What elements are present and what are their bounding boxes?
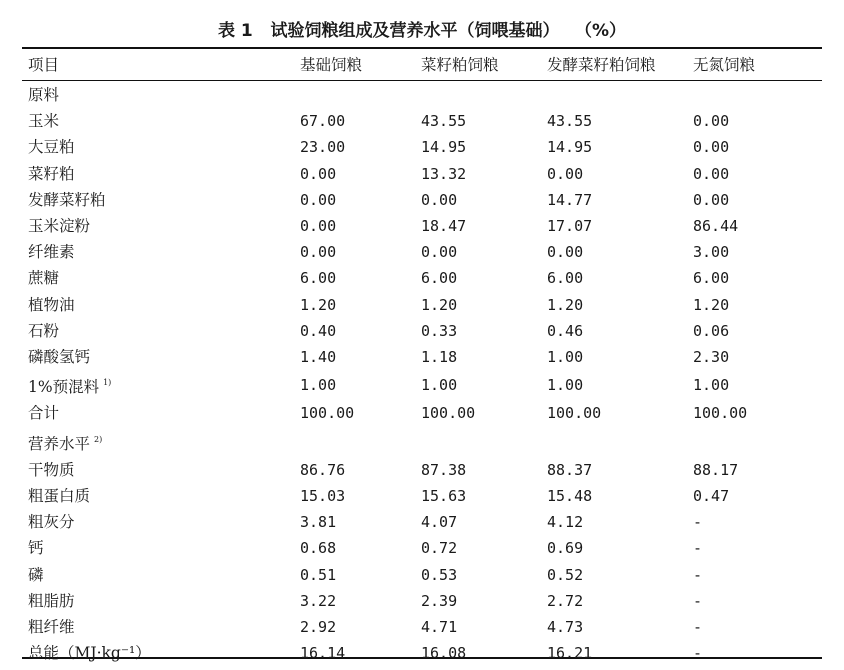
row-label: 营养水平: [28, 434, 91, 453]
row-label: 植物油: [28, 295, 75, 314]
value-cell: 3.81: [300, 513, 337, 532]
value-cell: 0.00: [693, 190, 730, 209]
value-cell: 3.22: [300, 591, 337, 610]
value-cell: [300, 427, 421, 457]
table-row: [22, 457, 822, 483]
value-cell: 2.39: [421, 591, 458, 610]
value-cell: 1.20: [693, 295, 730, 314]
table-row: [22, 562, 822, 588]
row-label-cell: [22, 483, 300, 509]
value-cell: [693, 427, 822, 457]
row-label: 玉米: [28, 112, 60, 131]
footnote-marker: 1): [103, 378, 112, 388]
value-cell: 87.38: [421, 460, 467, 479]
row-label: 总能（MJ·kg⁻¹）: [28, 644, 151, 663]
value-cell: 1.00: [693, 376, 730, 395]
value-cell: 0.00: [693, 138, 730, 157]
value-cell: -: [693, 565, 703, 584]
row-label-cell: [22, 239, 300, 265]
value-cell: 100.00: [421, 404, 476, 423]
row-label-cell: [22, 535, 300, 561]
row-label: 原料: [28, 86, 60, 104]
value-cell: 15.03: [300, 487, 346, 506]
value-cell: 0.33: [421, 321, 458, 340]
row-label-cell: [22, 457, 300, 483]
feed-composition-table: [22, 52, 822, 666]
value-cell: 43.55: [547, 112, 593, 131]
value-cell: 4.07: [421, 513, 458, 532]
row-label: 大豆粕: [28, 138, 75, 157]
row-label: 磷酸氢钙: [28, 348, 91, 367]
value-cell: 0.00: [547, 164, 584, 183]
value-cell: -: [693, 539, 703, 558]
table-row: [22, 370, 822, 400]
row-label-cell: [22, 292, 300, 318]
row-label-cell: [22, 265, 300, 291]
table-row: [22, 187, 822, 213]
value-cell: 14.95: [421, 138, 467, 157]
value-cell: 0.00: [693, 164, 730, 183]
value-cell: 16.21: [547, 644, 593, 663]
value-cell: [421, 78, 547, 108]
value-cell: 86.44: [693, 217, 739, 236]
row-label-cell: [22, 108, 300, 134]
value-cell: 0.00: [547, 243, 584, 262]
value-cell: 1.20: [421, 295, 458, 314]
value-cell: 14.95: [547, 138, 593, 157]
row-label: 发酵菜籽粕: [28, 190, 106, 209]
value-cell: 1.18: [421, 348, 458, 367]
table-title-unit: （%）: [583, 21, 627, 41]
row-label-cell: [22, 370, 300, 400]
value-cell: 6.00: [547, 269, 584, 288]
value-cell: 6.00: [300, 269, 337, 288]
value-cell: 6.00: [421, 269, 458, 288]
value-cell: 2.72: [547, 591, 584, 610]
row-label: 石粉: [28, 321, 60, 340]
table-row: [22, 614, 822, 640]
value-cell: [547, 78, 693, 108]
value-cell: 17.07: [547, 217, 593, 236]
value-cell: 67.00: [300, 112, 346, 131]
value-cell: -: [693, 618, 703, 637]
row-label-cell: [22, 588, 300, 614]
value-cell: [693, 78, 822, 108]
value-cell: 0.52: [547, 565, 584, 584]
row-label: 1%预混料: [28, 378, 100, 397]
table-row: [22, 535, 822, 561]
value-cell: 0.00: [421, 190, 458, 209]
column-header-nitrogen-free-diet: 无氮饲粮: [693, 56, 756, 74]
column-header-item: 项目: [28, 56, 60, 74]
value-cell: 0.06: [693, 321, 730, 340]
value-cell: 0.00: [300, 217, 337, 236]
column-header-rapeseed-meal-diet: 菜籽粕饲粮: [421, 56, 499, 74]
value-cell: 4.12: [547, 513, 584, 532]
value-cell: 0.68: [300, 539, 337, 558]
header-row: [22, 52, 822, 78]
value-cell: 0.00: [300, 190, 337, 209]
row-label: 干物质: [28, 460, 75, 479]
value-cell: 2.30: [693, 348, 730, 367]
value-cell: 18.47: [421, 217, 467, 236]
row-label-cell: [22, 134, 300, 160]
value-cell: 0.40: [300, 321, 337, 340]
value-cell: 0.69: [547, 539, 584, 558]
value-cell: -: [693, 591, 703, 610]
value-cell: 1.00: [421, 376, 458, 395]
value-cell: 0.00: [300, 243, 337, 262]
value-cell: 1.20: [547, 295, 584, 314]
table-row: [22, 78, 822, 108]
column-header-basal-diet: 基础饲粮: [300, 56, 363, 74]
row-label-cell: [22, 427, 300, 457]
row-label: 菜籽粕: [28, 164, 75, 183]
value-cell: 1.00: [300, 376, 337, 395]
value-cell: [300, 78, 421, 108]
row-label: 玉米淀粉: [28, 217, 91, 236]
table-row: [22, 400, 822, 426]
value-cell: 16.14: [300, 644, 346, 663]
table-row: [22, 344, 822, 370]
value-cell: 1.00: [547, 376, 584, 395]
value-cell: 2.92: [300, 618, 337, 637]
column-header-fermented-rapeseed-meal-diet: 发酵菜籽粕饲粮: [547, 56, 656, 74]
row-label-cell: [22, 344, 300, 370]
value-cell: 86.76: [300, 460, 346, 479]
value-cell: [421, 427, 547, 457]
value-cell: 0.46: [547, 321, 584, 340]
top-rule: [22, 47, 822, 49]
row-label-cell: [22, 318, 300, 344]
value-cell: 43.55: [421, 112, 467, 131]
value-cell: 1.20: [300, 295, 337, 314]
table-row: [22, 640, 822, 666]
table-row: [22, 265, 822, 291]
table-row: [22, 213, 822, 239]
value-cell: 16.08: [421, 644, 467, 663]
table-body: [22, 78, 822, 666]
value-cell: 23.00: [300, 138, 346, 157]
value-cell: 3.00: [693, 243, 730, 262]
row-label-cell: [22, 400, 300, 426]
value-cell: 0.00: [421, 243, 458, 262]
table-row: [22, 108, 822, 134]
value-cell: 6.00: [693, 269, 730, 288]
table-row: [22, 161, 822, 187]
row-label: 钙: [28, 539, 44, 558]
value-cell: 1.40: [300, 348, 337, 367]
row-label: 合计: [28, 404, 60, 423]
value-cell: [547, 427, 693, 457]
value-cell: 0.53: [421, 565, 458, 584]
row-label: 粗纤维: [28, 618, 75, 637]
value-cell: 100.00: [300, 404, 355, 423]
row-label-cell: [22, 640, 300, 666]
table-row: [22, 483, 822, 509]
table-title-main: 表 1 试验饲粮组成及营养水平（饲喂基础）: [217, 21, 560, 41]
value-cell: 0.00: [693, 112, 730, 131]
row-label-cell: [22, 213, 300, 239]
value-cell: 13.32: [421, 164, 467, 183]
table-row: [22, 588, 822, 614]
row-label: 粗脂肪: [28, 591, 75, 610]
value-cell: 100.00: [693, 404, 748, 423]
row-label-cell: [22, 562, 300, 588]
row-label-cell: [22, 78, 300, 108]
row-label: 蔗糖: [28, 269, 60, 288]
value-cell: 0.51: [300, 565, 337, 584]
table-title: [0, 16, 844, 41]
value-cell: 1.00: [547, 348, 584, 367]
table-row: [22, 134, 822, 160]
footnote-marker: 2): [94, 434, 103, 444]
row-label-cell: [22, 614, 300, 640]
value-cell: 0.72: [421, 539, 458, 558]
table-row: [22, 292, 822, 318]
value-cell: 88.17: [693, 460, 739, 479]
table-row: [22, 318, 822, 344]
value-cell: 100.00: [547, 404, 602, 423]
value-cell: 88.37: [547, 460, 593, 479]
row-label-cell: [22, 509, 300, 535]
value-cell: 0.00: [300, 164, 337, 183]
value-cell: 15.48: [547, 487, 593, 506]
row-label: 纤维素: [28, 243, 75, 262]
table-row: [22, 239, 822, 265]
value-cell: 14.77: [547, 190, 593, 209]
row-label-cell: [22, 161, 300, 187]
row-label: 粗灰分: [28, 513, 75, 532]
value-cell: 15.63: [421, 487, 467, 506]
row-label: 磷: [28, 565, 44, 584]
table-row: [22, 509, 822, 535]
value-cell: 4.73: [547, 618, 584, 637]
value-cell: 4.71: [421, 618, 458, 637]
row-label-cell: [22, 187, 300, 213]
value-cell: -: [693, 644, 703, 663]
value-cell: -: [693, 513, 703, 532]
table-row: [22, 427, 822, 457]
value-cell: 0.47: [693, 487, 730, 506]
row-label: 粗蛋白质: [28, 487, 91, 506]
